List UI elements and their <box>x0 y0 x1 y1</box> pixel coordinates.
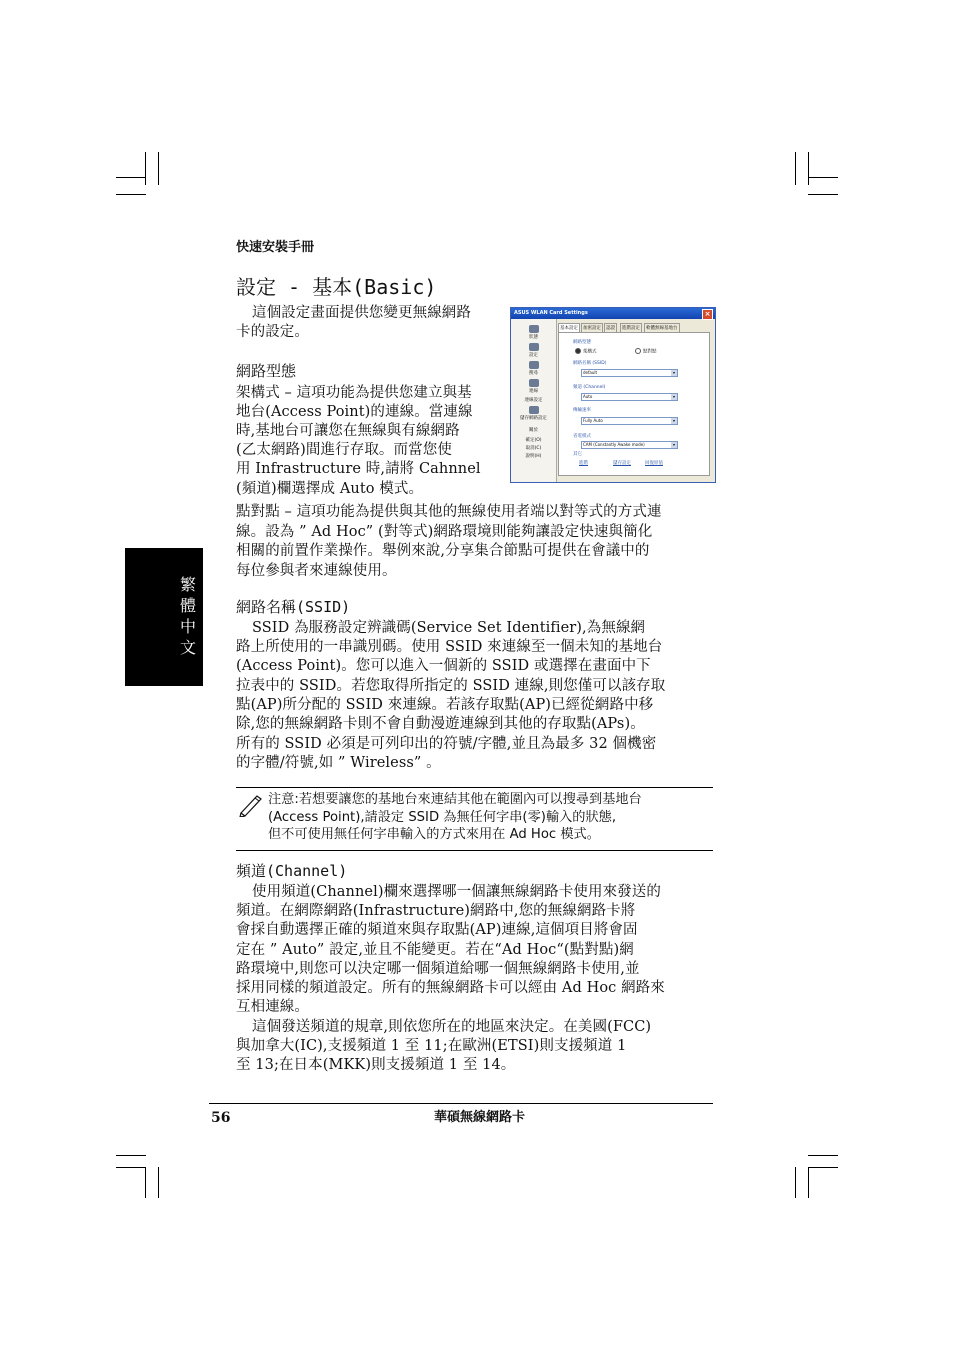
adhoc-line: 點對點 – 這項功能為提供與其他的無線使用者端以對等式的方式連 <box>236 504 662 520</box>
page-title: 設定 - 基本(Basic) <box>236 275 437 299</box>
channel-line: 會採自動選擇正確的頻道來與存取點(AP)連線,這個項目將會固 <box>236 922 638 938</box>
ssid-line: 點(AP)所分配的 SSID 來連線。若該存取點(AP)已經從網路中移 <box>236 697 654 713</box>
ssid-line: 拉表中的 SSID。若您取得所指定的 SSID 連線,則您僅可以該存取 <box>236 678 666 694</box>
channel-line: 這個發送頻道的規章,則依您所在的地區來決定。在美國(FCC) <box>252 1019 652 1035</box>
connect-icon <box>529 379 539 387</box>
ssid-select[interactable]: default ▾ <box>581 369 678 377</box>
side-tab-label: 繁體中文 <box>179 575 196 657</box>
infra-line: 地台(Access Point)的連線。當連線 <box>236 404 473 420</box>
status-icon <box>529 325 539 333</box>
language-side-tab <box>125 548 203 686</box>
infra-line: 架構式 – 這項功能為提供您建立與基 <box>236 385 472 401</box>
infra-line: 用 Infrastructure 時,請將 Cahnnel <box>236 461 481 477</box>
tx-rate-label: 傳輸速率 <box>573 408 591 413</box>
power-mode-label: 省電模式 <box>573 434 591 439</box>
channel-line: 採用同樣的頻道設定。所有的無線網路卡可以經由 Ad Hoc 網路來 <box>236 980 665 996</box>
save-icon <box>529 406 539 414</box>
pencil-icon <box>238 791 264 817</box>
power-mode-select[interactable]: CAM (Constantly Awake mode) ▾ <box>581 441 678 449</box>
settings-window-screenshot <box>510 307 716 483</box>
save-settings-link[interactable]: 儲存設定 <box>613 461 631 466</box>
window-title: ASUS WLAN Card Settings <box>514 310 588 316</box>
intro-line-1: 這個設定畫面提供您變更無線網路 <box>252 305 471 321</box>
tab-soft-ap[interactable]: 軟體無線基地台 <box>644 323 680 333</box>
footer-title: 華碩無線網路卡 <box>434 1110 526 1125</box>
channel-line: 使用頻道(Channel)欄來選擇哪一個讓無線網路卡使用來發送的 <box>252 884 661 900</box>
channel-line: 定在 ” Auto” 設定,並且不能變更。若在“Ad Hoc“(點對點)網 <box>236 942 634 958</box>
ssid-line: (Access Point)。您可以進入一個新的 SSID 或選擇在畫面中下 <box>236 658 651 674</box>
note-line: (Access Point),請設定 SSID 為無任何字串(零)輸入的狀態, <box>268 809 617 825</box>
misc-label: 其它 <box>573 452 582 457</box>
tab-basic[interactable]: 基本設定 <box>558 323 580 334</box>
heading-channel: 頻道(Channel) <box>236 862 348 880</box>
survey-icon <box>529 361 539 369</box>
config-icon <box>529 343 539 351</box>
tab-advanced[interactable]: 進階設定 <box>620 323 642 333</box>
ssid-line: 所有的 SSID 必須是可列印出的符號/字體,並且為最多 32 個機密 <box>236 736 657 752</box>
ssid-line: SSID 為服務設定辨識碼(Service Set Identifier),為無線網 <box>252 620 646 636</box>
radio-adhoc[interactable]: 點對點 <box>635 348 657 355</box>
channel-label: 頻道 (Channel) <box>573 385 606 390</box>
help-button[interactable]: 說明(H) <box>525 454 542 459</box>
window-main <box>558 323 712 479</box>
note-text <box>268 791 642 844</box>
advanced-link[interactable]: 進階 <box>579 461 588 466</box>
ssid-line: 的字體/符號,如 ” Wireless” 。 <box>236 755 441 771</box>
window-title-bar <box>511 308 715 319</box>
channel-line: 至 13;在日本(MKK)則支援頻道 1 至 14。 <box>236 1057 516 1073</box>
heading-ssid: 網路名稱(SSID) <box>236 598 351 616</box>
note-line: 注意:若想要讓您的基地台來連結其他在範圍內可以搜尋到基地台 <box>268 792 642 807</box>
sidebar-item-save-profile[interactable]: 儲存網路設定 <box>511 406 556 421</box>
sidebar-item-status[interactable]: 狀態 <box>511 325 556 340</box>
sidebar-item-connect[interactable]: 連線 <box>511 379 556 394</box>
basic-settings-panel <box>558 332 710 476</box>
channel-line: 互相連線。 <box>236 999 309 1015</box>
channel-line: 頻道。在網際網路(Infrastructure)網路中,您的無線網路卡將 <box>236 903 636 919</box>
channel-line: 路環境中,則您可以決定哪一個頻道給哪一個無線網路卡使用,並 <box>236 961 640 977</box>
footer-rule <box>209 1103 713 1104</box>
sidebar-item-config[interactable]: 設定 <box>511 343 556 358</box>
window-sidebar <box>511 319 557 482</box>
adhoc-line: 線。設為 ” Ad Hoc” (對等式)網路環境則能夠讓設定快速與簡化 <box>236 524 653 540</box>
ok-button[interactable]: 確定(O) <box>525 438 542 443</box>
infra-line: (乙太網路)間進行存取。而當您使 <box>236 442 452 458</box>
radio-infrastructure[interactable]: 架構式 <box>575 348 597 355</box>
ssid-line: 除,您的無線網路卡則不會自動漫遊連線到其他的存取點(APs)。 <box>236 716 645 732</box>
channel-select[interactable]: Auto ▾ <box>581 393 678 401</box>
infra-line: 時,基地台可讓您在無線與有線網路 <box>236 423 460 439</box>
page-number: 56 <box>211 1110 231 1126</box>
intro-line-2: 卡的設定。 <box>236 324 309 340</box>
adhoc-line: 每位參與者來連線使用。 <box>236 563 397 579</box>
restore-defaults-link[interactable]: 回復原值 <box>645 461 663 466</box>
ssid-line: 路上所使用的一串識別碼。使用 SSID 來連線至一個未知的基地台 <box>236 639 663 655</box>
tab-auth[interactable]: 認證 <box>604 323 617 333</box>
note-box <box>236 787 713 851</box>
running-header: 快速安裝手冊 <box>236 240 315 255</box>
sidebar-item-survey[interactable]: 搜尋 <box>511 361 556 376</box>
close-icon[interactable]: × <box>702 309 713 320</box>
infra-line: (頻道)欄選擇成 Auto 模式。 <box>236 481 424 497</box>
sidebar-item-about[interactable]: 關於 <box>529 428 538 433</box>
network-type-label: 網路型態 <box>573 340 591 345</box>
note-line: 但不可使用無任何字串輸入的方式來用在 Ad Hoc 模式。 <box>268 827 600 842</box>
sidebar-item-profile[interactable]: 連線設定 <box>524 398 543 403</box>
tx-rate-select[interactable]: Fully Auto ▾ <box>581 417 678 425</box>
ssid-label: 網路名稱 (SSID) <box>573 361 607 366</box>
heading-network-type: 網路型態 <box>236 362 297 380</box>
tab-encryption[interactable]: 加密設定 <box>581 323 603 333</box>
channel-line: 與加拿大(IC),支援頻道 1 至 11;在歐洲(ETSI)則支援頻道 1 <box>236 1038 627 1054</box>
adhoc-line: 相關的前置作業操作。舉例來說,分享集合節點可提供在會議中的 <box>236 543 650 559</box>
cancel-button[interactable]: 取消(C) <box>525 446 542 451</box>
